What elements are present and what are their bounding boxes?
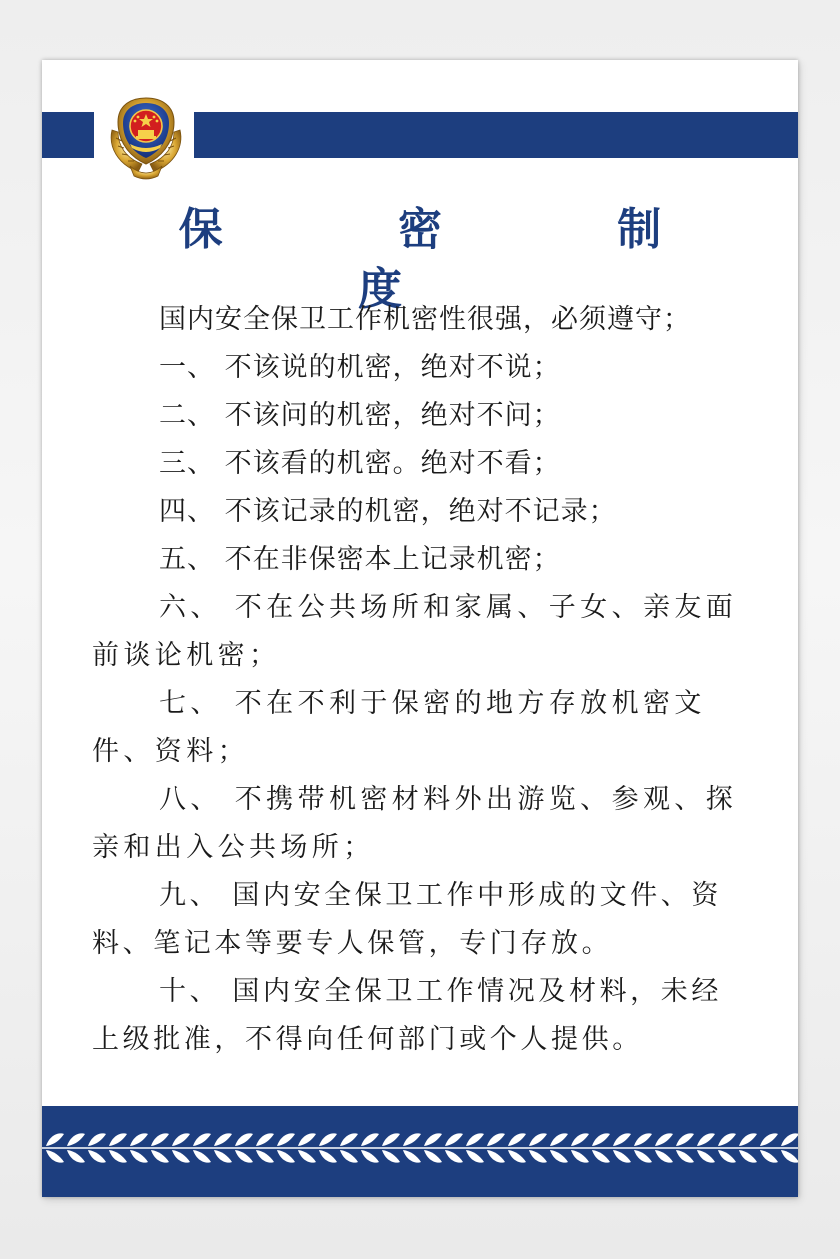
leaf-upper — [466, 1133, 484, 1146]
leaf-lower — [403, 1150, 421, 1163]
leaf-lower — [130, 1150, 148, 1163]
leaf-lower — [466, 1150, 484, 1163]
leaf-upper — [781, 1133, 798, 1146]
leaf-lower — [739, 1150, 757, 1163]
leaf-lower — [697, 1150, 715, 1163]
leaf-lower — [487, 1150, 505, 1163]
leaf-upper — [718, 1133, 736, 1146]
leaf-lower — [508, 1150, 526, 1163]
leaf-upper — [361, 1133, 379, 1146]
leaf-lower — [172, 1150, 190, 1163]
police-emblem-icon — [104, 92, 188, 180]
leaf-upper — [760, 1133, 778, 1146]
leaf-upper — [214, 1133, 232, 1146]
leaf-upper — [256, 1133, 274, 1146]
leaf-upper — [67, 1133, 85, 1146]
leaf-upper — [445, 1133, 463, 1146]
leaf-lower — [718, 1150, 736, 1163]
leaf-lower — [676, 1150, 694, 1163]
leaf-upper — [319, 1133, 337, 1146]
leaf-upper — [571, 1133, 589, 1146]
header-bar-left — [42, 112, 94, 158]
leaf-upper — [277, 1133, 295, 1146]
leaf-lower — [445, 1150, 463, 1163]
rule-item: 八、 不携带机密材料外出游览、参观、探亲和出入公共场所； — [92, 784, 738, 863]
regulation-board — [42, 60, 798, 1197]
page-title: 保 密 制 度 — [178, 204, 742, 315]
leaf-lower — [235, 1150, 253, 1163]
leaf-lower — [382, 1150, 400, 1163]
leaf-lower — [550, 1150, 568, 1163]
rule-item: 一、 不该说的机密，绝对不说； — [159, 352, 561, 383]
leaf-upper — [298, 1133, 316, 1146]
intro-paragraph: 国内安全保卫工作机密性很强，必须遵守； — [159, 304, 691, 335]
leaf-upper — [403, 1133, 421, 1146]
leaf-upper — [193, 1133, 211, 1146]
leaf-upper — [340, 1133, 358, 1146]
leaf-lower — [781, 1150, 798, 1163]
leaf-lower — [67, 1150, 85, 1163]
rule-item: 十、 国内安全保卫工作情况及材料，未经上级批准，不得向任何部门或个人提供。 — [92, 976, 722, 1055]
leaf-lower — [193, 1150, 211, 1163]
leaf-lower — [277, 1150, 295, 1163]
leaf-upper — [508, 1133, 526, 1146]
leaf-upper — [487, 1133, 505, 1146]
leaf-upper — [592, 1133, 610, 1146]
rule-item: 五、 不在非保密本上记录机密； — [159, 544, 561, 575]
leaf-lower — [613, 1150, 631, 1163]
leaf-upper — [697, 1133, 715, 1146]
leaf-upper — [424, 1133, 442, 1146]
leaf-lower — [529, 1150, 547, 1163]
leaf-lower — [655, 1150, 673, 1163]
leaf-upper — [382, 1133, 400, 1146]
rule-item: 九、 国内安全保卫工作中形成的文件、资料、笔记本等要专人保管，专门存放。 — [92, 880, 722, 959]
leaf-upper — [655, 1133, 673, 1146]
leaf-upper — [739, 1133, 757, 1146]
leaf-lower — [571, 1150, 589, 1163]
leaf-lower — [319, 1150, 337, 1163]
leaf-lower — [361, 1150, 379, 1163]
rule-item: 三、 不该看的机密。绝对不看； — [159, 448, 561, 479]
rule-item: 七、 不在不利于保密的地方存放机密文件、资料； — [92, 688, 706, 767]
leaf-lower — [151, 1150, 169, 1163]
leaf-lower — [592, 1150, 610, 1163]
laurel-leaf-pattern-icon — [42, 1128, 798, 1168]
leaf-lower — [256, 1150, 274, 1163]
leaf-upper — [46, 1133, 64, 1146]
header-bar-right — [194, 112, 798, 158]
leaf-lower — [424, 1150, 442, 1163]
leaf-upper — [634, 1133, 652, 1146]
rule-item: 四、 不该记录的机密，绝对不记录； — [159, 496, 617, 527]
leaf-lower — [214, 1150, 232, 1163]
leaf-upper — [550, 1133, 568, 1146]
leaf-lower — [634, 1150, 652, 1163]
leaf-upper — [676, 1133, 694, 1146]
leaf-lower — [46, 1150, 64, 1163]
rule-item: 二、 不该问的机密，绝对不问； — [159, 400, 561, 431]
leaf-lower — [109, 1150, 127, 1163]
leaf-upper — [172, 1133, 190, 1146]
leaf-upper — [235, 1133, 253, 1146]
rule-item: 六、 不在公共场所和家属、子女、亲友面前谈论机密； — [92, 592, 738, 671]
leaf-upper — [613, 1133, 631, 1146]
leaf-upper — [529, 1133, 547, 1146]
leaf-lower — [298, 1150, 316, 1163]
leaf-upper — [130, 1133, 148, 1146]
leaf-upper — [109, 1133, 127, 1146]
leaf-upper — [88, 1133, 106, 1146]
leaf-upper — [151, 1133, 169, 1146]
leaf-lower — [340, 1150, 358, 1163]
leaf-lower — [760, 1150, 778, 1163]
regulation-text — [92, 296, 752, 1064]
leaf-lower — [88, 1150, 106, 1163]
